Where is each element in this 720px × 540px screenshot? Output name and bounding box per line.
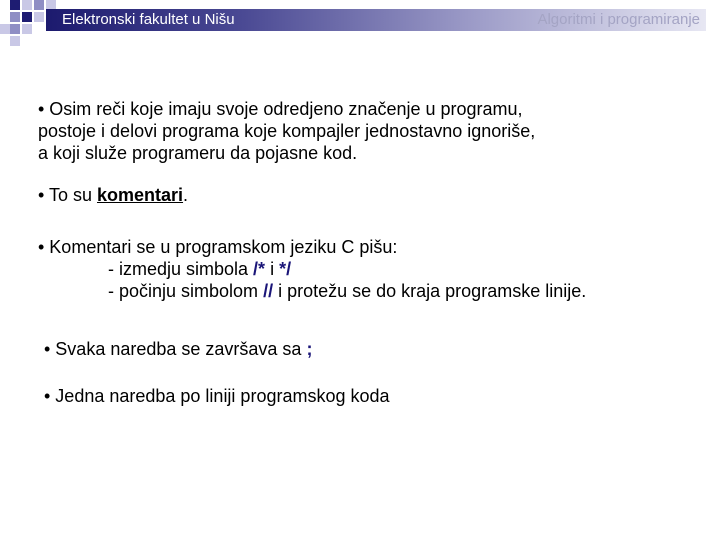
comments-def-suffix: . xyxy=(183,185,189,205)
syntax-item-2-prefix: - počinju simbolom xyxy=(108,281,264,301)
comments-def-prefix: • To su xyxy=(38,185,98,205)
paragraph-comment-syntax xyxy=(38,236,586,302)
semicolon-symbol: ; xyxy=(306,339,313,359)
syntax-item-2-suffix: i protežu se do kraja programske linije. xyxy=(273,281,587,301)
intro-line-2: postoje i delovi programa koje kompajler jednostavno ignoriše, xyxy=(38,121,536,141)
decor-square xyxy=(10,24,20,34)
header-left-title: Elektronski fakultet u Nišu xyxy=(62,11,235,28)
block-comment-open-symbol: /* xyxy=(253,259,266,279)
syntax-item-1-prefix: - izmedju simbola xyxy=(108,259,254,279)
decor-square xyxy=(34,0,44,10)
paragraph-intro xyxy=(38,98,535,164)
syntax-item-1 xyxy=(38,258,586,280)
line-comment-symbol: // xyxy=(263,281,274,301)
syntax-line-1: • Komentari se u programskom jeziku C pišu: xyxy=(38,237,398,257)
intro-line-1: • Osim reči koje imaju svoje odredjeno značenje u programu, xyxy=(38,99,523,119)
decor-square xyxy=(10,36,20,46)
block-comment-close-symbol: */ xyxy=(279,259,292,279)
header-right-title: Algoritmi i programiranje xyxy=(537,11,700,28)
syntax-item-2 xyxy=(38,280,586,302)
decor-square xyxy=(22,24,32,34)
comments-keyword: komentari xyxy=(97,185,184,205)
decor-square xyxy=(22,12,32,22)
paragraph-comments-def xyxy=(38,184,188,206)
decor-square xyxy=(10,0,20,10)
syntax-item-1-mid: i xyxy=(265,259,280,279)
decor-square xyxy=(34,12,44,22)
one-per-line-text: • Jedna naredba po liniji programskog koda xyxy=(44,386,390,406)
intro-line-3: a koji služe programeru da pojasne kod. xyxy=(38,143,358,163)
decor-square xyxy=(0,24,10,34)
statement-end-text: • Svaka naredba se završava sa xyxy=(44,339,307,359)
paragraph-one-per-line xyxy=(44,385,390,407)
decor-square xyxy=(10,12,20,22)
decor-square xyxy=(22,0,32,10)
paragraph-statement-end xyxy=(44,338,312,360)
